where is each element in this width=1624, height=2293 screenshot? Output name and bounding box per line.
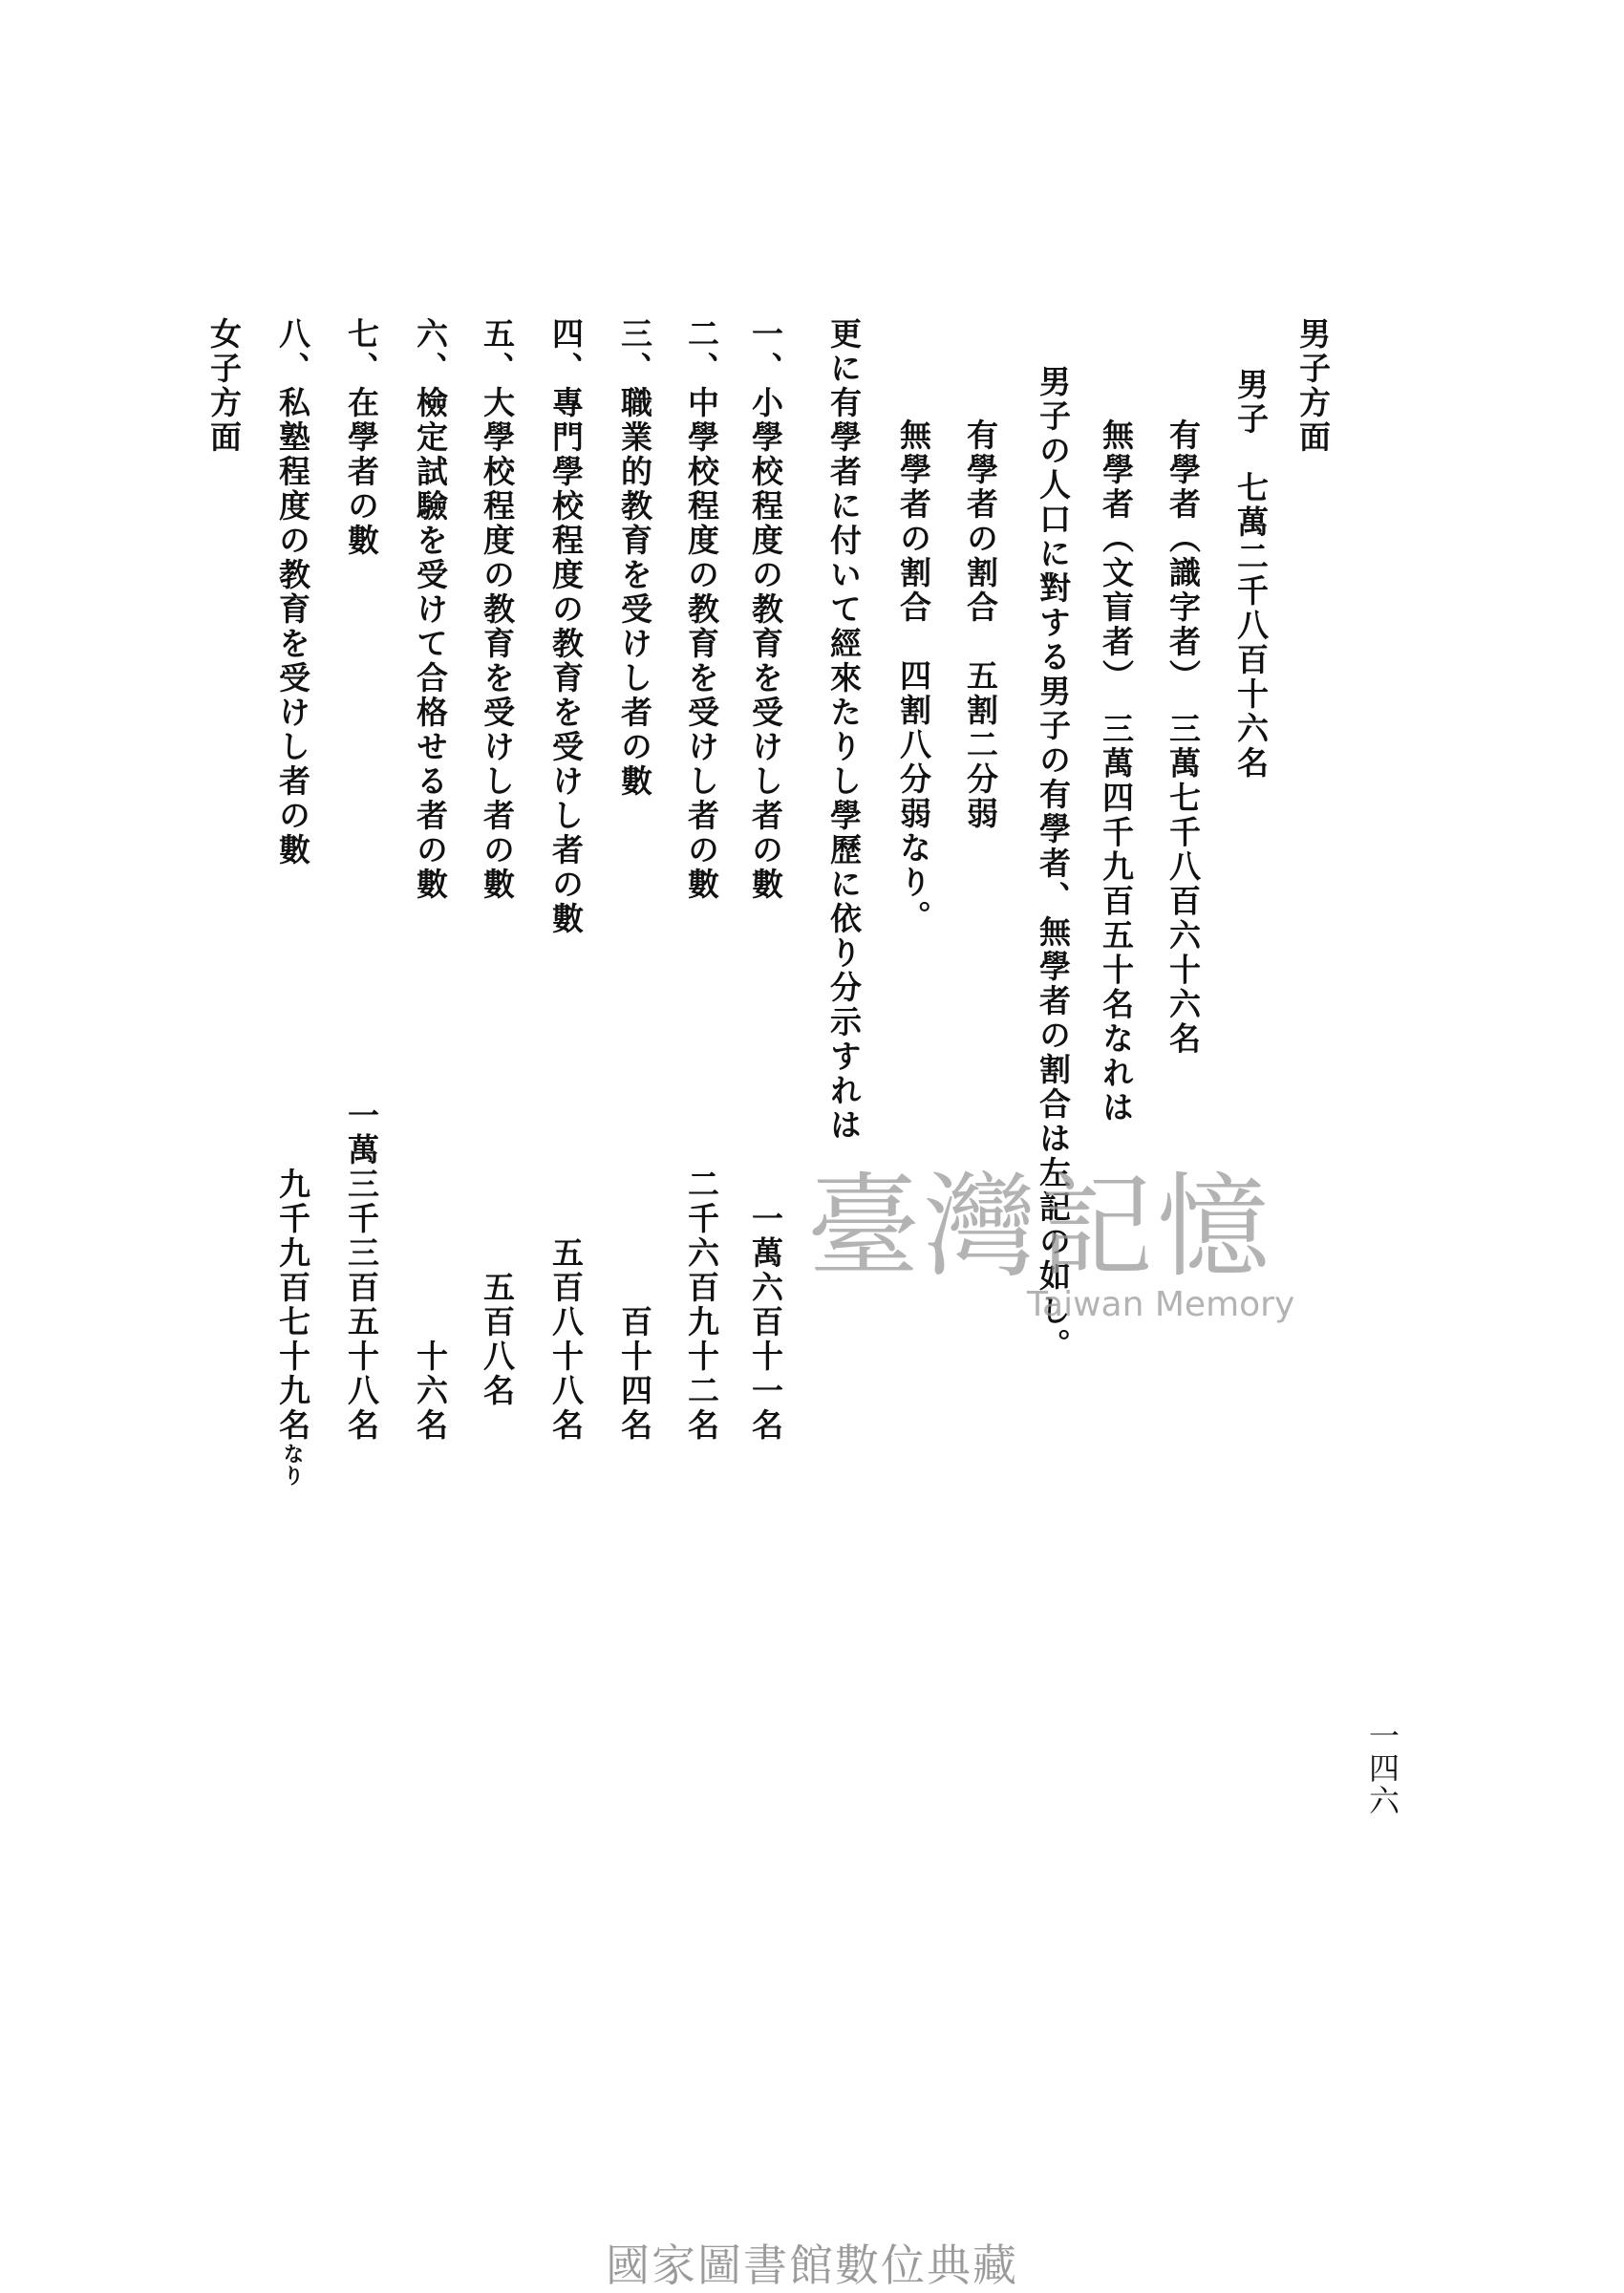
count-value: 二千六百九十二名 (683, 1168, 720, 1443)
text-line: 無學者の割合 四割八分弱なり。 (895, 418, 932, 934)
watermark-english: Taiwan Memory (1027, 1285, 1295, 1324)
list-item: 五、大學校程度の教育を受けし者の數 (479, 317, 516, 902)
count-value: 五百八名 (479, 1271, 516, 1408)
count-value: 五百八十八名 (547, 1236, 585, 1443)
count-number: 九千九百七十九名 (274, 1168, 311, 1443)
list-item: 三、職業的教育を受けし者の數 (616, 317, 653, 799)
list-item: 七、在學者の數 (343, 317, 380, 558)
count-value: 一萬六百十一名 (747, 1202, 784, 1443)
watermark-chinese: 臺灣記憶 (807, 1161, 1274, 1293)
count-value: 十六名 (412, 1339, 449, 1443)
count-value: 一萬三千三百五十八名 (343, 1099, 380, 1443)
count-suffix: なり (280, 1443, 305, 1487)
text-line: 男子の人口に對する男子の有學者、無學者の割合は左記の如し。 (1035, 365, 1072, 1362)
text-line: 有學者（識字者） 三萬七千八百六十六名 (1165, 418, 1202, 1057)
page-number: 一四六 (1364, 1720, 1400, 1817)
text-line: 男子 七萬二千八百十六名 (1232, 368, 1270, 781)
text-line: 無學者（文盲者） 三萬四千九百五十名なれは (1098, 418, 1135, 1125)
count-value: 百十四名 (616, 1305, 653, 1443)
list-item: 四、專門學校程度の教育を受けし者の數 (547, 317, 585, 936)
list-item: 一、小學校程度の教育を受けし者の數 (747, 317, 784, 902)
footer-credit: 國家圖書館數位典藏 (606, 2239, 1018, 2291)
text-line: 有學者の割合 五割二分弱 (962, 418, 999, 831)
count-value (274, 1168, 311, 1487)
heading-male: 男子方面 (1294, 317, 1332, 455)
list-item: 二、中學校程度の教育を受けし者の數 (683, 317, 720, 902)
heading-female: 女子方面 (205, 317, 243, 455)
list-item: 六、檢定試驗を受けて合格せる者の數 (412, 317, 449, 902)
text-line: 更に有學者に付いて經來たりし學歷に依り分示すれは (825, 317, 863, 1143)
list-item: 八、私塾程度の教育を受けし者の數 (274, 317, 311, 868)
